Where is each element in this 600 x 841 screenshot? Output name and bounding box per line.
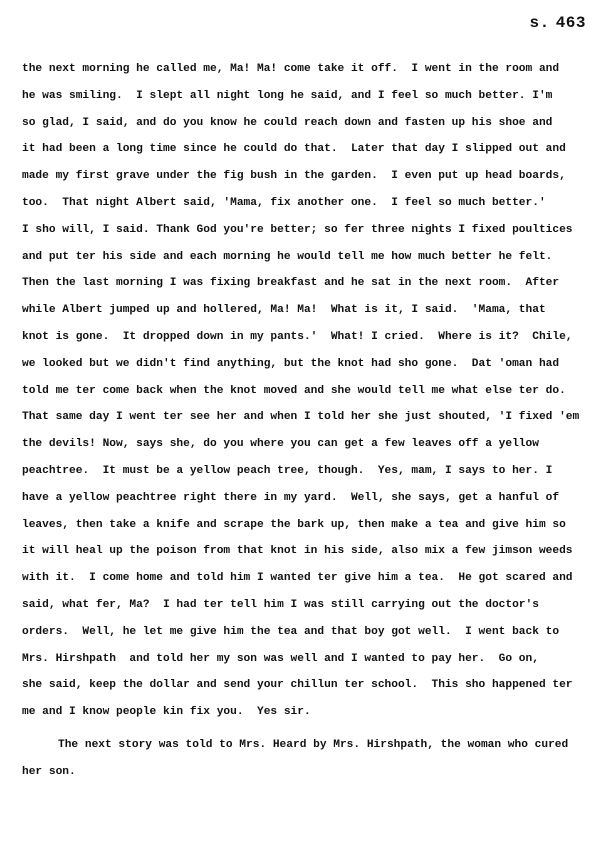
text-line: with it. I come home and told him I wanted ter give him a tea. He got scared and — [22, 572, 573, 585]
document-text — [22, 56, 578, 786]
text-line: he was smiling. I slept all night long he said, and I feel so much better. I'm — [22, 89, 553, 102]
text-line: the next morning he called me, Ma! Ma! come take it off. I went in the room and — [22, 63, 560, 75]
text-line: peachtree. It must be a yellow peach tree, though. Yes, mam, I says to her. I — [22, 464, 553, 477]
closing-line: her son. — [22, 765, 76, 778]
closing-line: The next story was told to Mrs. Heard by Mrs. Hirshpath, the woman who cured — [58, 738, 569, 751]
text-line: said, what fer, Ma? I had ter tell him I was still carrying out the doctor's — [22, 598, 539, 611]
text-line: told me ter come back when the knot moved and she would tell me what else ter do. — [22, 384, 566, 397]
text-line: leaves, then take a knife and scrape the bark up, then make a tea and give him so — [22, 518, 566, 531]
text-line: so glad, I said, and do you know he could reach down and fasten up his shoe and — [22, 116, 553, 129]
text-line: have a yellow peachtree right there in my yard. Well, she says, get a hanful of — [22, 491, 560, 504]
text-line: we looked but we didn't find anything, but the knot had sho gone. Dat 'oman had — [22, 357, 560, 370]
text-line: me and I know people kin fix you. Yes sir. — [22, 706, 311, 719]
page-number — [529, 14, 586, 32]
page-mark: s. — [529, 14, 550, 32]
text-line: the devils! Now, says she, do you where you can get a few leaves off a yellow — [22, 438, 539, 451]
text-line: made my first grave under the fig bush in the garden. I even put up head boards, — [22, 170, 566, 183]
text-line: knot is gone. It dropped down in my pants.' What! I cried. Where is it? Chile, — [22, 330, 573, 343]
text-line: she said, keep the dollar and send your chillun ter school. This sho happened ter — [22, 679, 573, 692]
text-line: while Albert jumped up and hollered, Ma! Ma! What is it, I said. 'Mama, that — [22, 304, 546, 317]
text-line: Then the last morning I was fixing breakfast and he sat in the next room. After — [22, 277, 560, 290]
text-line: it had been a long time since he could do that. Later that day I slipped out and — [22, 143, 566, 156]
text-line: Mrs. Hirshpath and told her my son was well and I wanted to pay her. Go on, — [22, 652, 539, 665]
text-line: That same day I went ter see her and when I told her she just shouted, 'I fixed 'em — [22, 411, 580, 424]
text-line: I sho will, I said. Thank God you're better; so fer three nights I fixed poultices — [22, 223, 573, 236]
text-line: it will heal up the poison from that knot in his side, also mix a few jimson weeds — [22, 545, 573, 558]
text-line: and put ter his side and each morning he would tell me how much better he felt. — [22, 250, 553, 263]
text-line: orders. Well, he let me give him the tea and that boy got well. I went back to — [22, 625, 560, 638]
page-number-value: 463 — [555, 14, 586, 32]
text-line: too. That night Albert said, 'Mama, fix another one. I feel so much better.' — [22, 196, 546, 209]
